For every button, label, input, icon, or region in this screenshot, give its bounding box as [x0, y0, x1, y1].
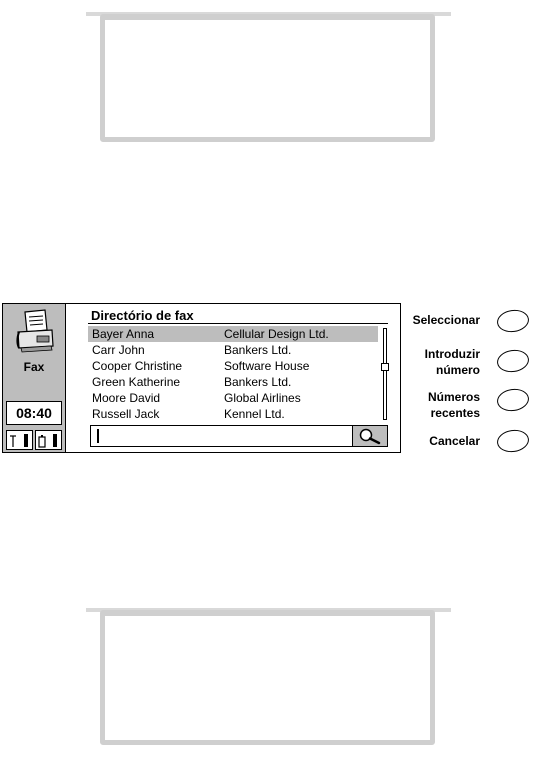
contact-company: Global Airlines [224, 391, 301, 405]
contact-row-selected[interactable] [88, 326, 378, 342]
contact-row[interactable] [88, 390, 378, 406]
softkey-enter-number-label [402, 346, 480, 378]
title-divider [88, 323, 388, 324]
contact-row[interactable] [88, 358, 378, 374]
softkey-enter-number-button[interactable] [496, 348, 531, 374]
softkey-recent-label [402, 389, 480, 421]
list-scrollbar[interactable] [383, 328, 387, 420]
contact-name: Green Katherine [92, 375, 181, 389]
softkey-cancel-text: Cancelar [429, 434, 480, 448]
search-field [90, 425, 388, 447]
fax-machine-icon [15, 308, 55, 354]
softkey-select-text: Seleccionar [412, 313, 480, 327]
contact-name: Bayer Anna [92, 327, 155, 341]
softkey-cancel-label [402, 433, 480, 449]
empty-note-bottom [100, 610, 435, 745]
device-screen [2, 303, 401, 453]
contact-name: Moore David [92, 391, 161, 405]
directory-title: Directório de fax [91, 308, 194, 323]
clock-display: 08:40 [6, 401, 62, 425]
contact-row[interactable] [88, 342, 378, 358]
app-status-panel [3, 304, 66, 452]
contact-company: Cellular Design Ltd. [224, 327, 329, 341]
search-button[interactable] [352, 426, 387, 446]
contact-company: Kennel Ltd. [224, 407, 285, 421]
contact-row[interactable] [88, 374, 378, 390]
contact-company: Software House [224, 359, 310, 373]
contact-company: Bankers Ltd. [224, 375, 292, 389]
softkey-enter-number-line2: número [435, 363, 480, 377]
softkey-select-label [402, 312, 480, 328]
search-input[interactable] [97, 429, 353, 443]
softkey-select-button[interactable] [496, 308, 531, 334]
contact-row[interactable] [88, 406, 378, 422]
signal-indicator [6, 430, 33, 450]
magnifier-icon [353, 426, 386, 446]
softkey-recent-line2: recentes [430, 406, 480, 420]
contact-name: Carr John [92, 343, 145, 357]
empty-note-top [100, 14, 435, 142]
contact-name: Russell Jack [92, 407, 160, 421]
battery-icon [36, 431, 61, 449]
softkey-cancel-button[interactable] [496, 428, 531, 454]
contact-company: Bankers Ltd. [224, 343, 292, 357]
softkey-recent-line1: Números [427, 390, 480, 404]
battery-indicator [35, 430, 62, 450]
softkey-recent-button[interactable] [496, 387, 531, 413]
fax-directory-panel [66, 304, 400, 452]
contact-name: Cooper Christine [92, 359, 183, 373]
app-name-label: Fax [23, 360, 45, 374]
scrollbar-thumb[interactable] [381, 363, 389, 371]
softkey-enter-number-line1: Introduzir [424, 347, 480, 361]
contact-list [88, 326, 378, 422]
antenna-signal-icon [7, 431, 32, 449]
